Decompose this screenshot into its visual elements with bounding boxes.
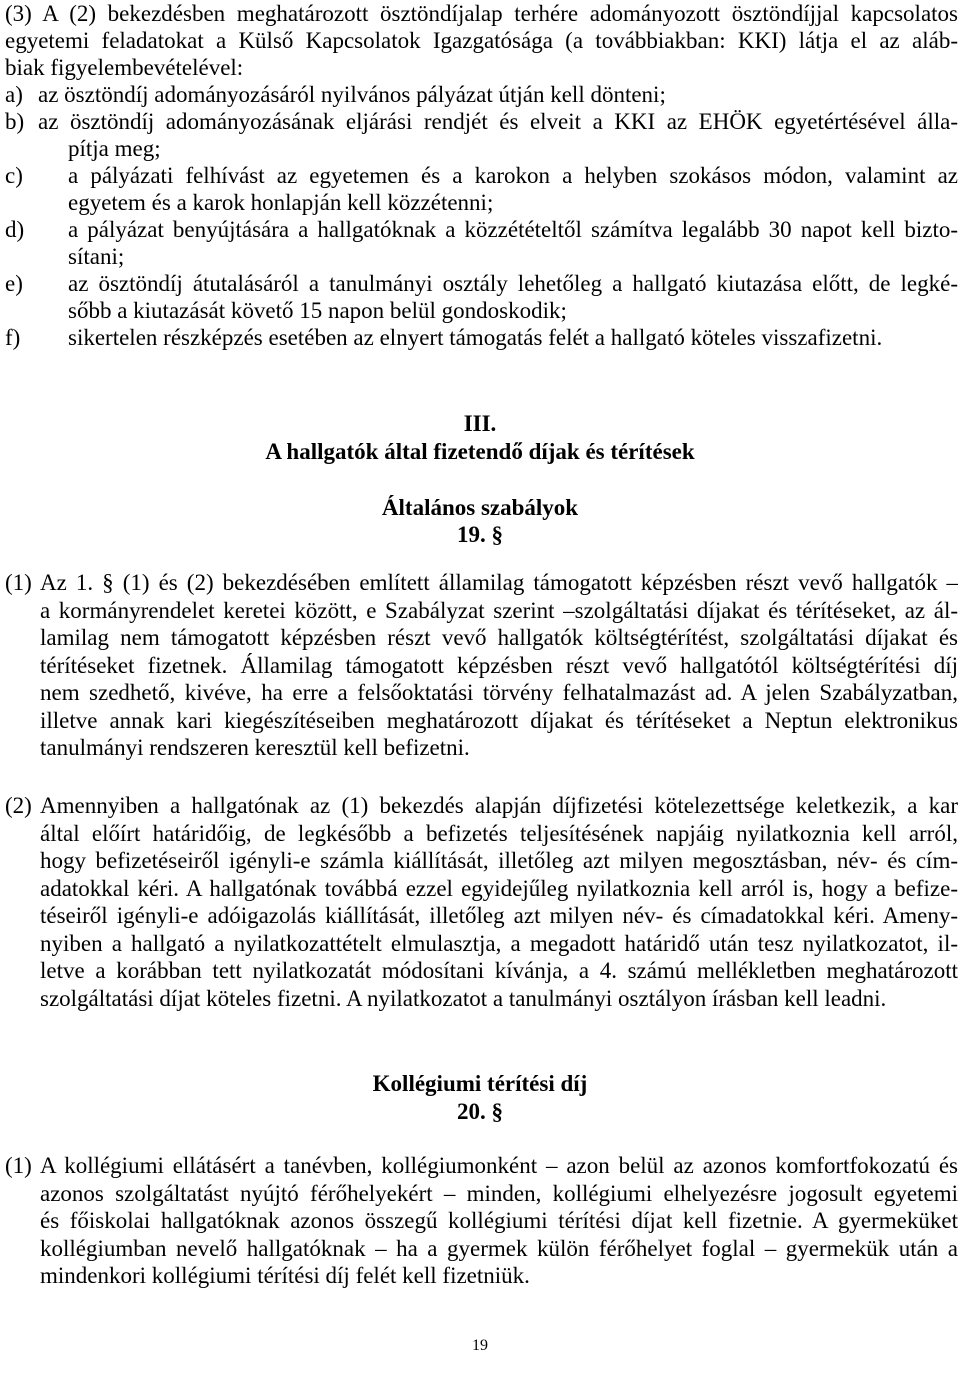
list-item-a bbox=[5, 81, 958, 108]
list-item-line: egyetem és a karok honlapján kell közzétenni; bbox=[68, 190, 494, 215]
paragraph-line: egyetemi feladatokat a Külső Kapcsolatok Igazgatósága (a továbbiakban: KKI) látja el az aláb- bbox=[5, 28, 958, 53]
page-number: 19 bbox=[472, 1337, 488, 1354]
paragraph-line: mindenkori kollégiumi térítési díj felét kell fizetniük. bbox=[40, 1263, 530, 1288]
paragraph-line: kollégiumban nevelő hallgatóknak – ha a gyermek külön férőhelyet foglal – gyermekük után a bbox=[40, 1235, 958, 1261]
list-item-line: az ösztöndíj adományozásáról nyilvános pályázat útján kell dönteni; bbox=[38, 82, 666, 107]
section-number: 19. § bbox=[457, 522, 503, 547]
list-item-line: sőbb a kiutazását követő 15 napon belül gondoskodik; bbox=[68, 298, 567, 323]
paragraph-line: letve a korábban tett nyilatkozatát módosítani kívánja, a 4. számú mellékletben meghatározott bbox=[40, 958, 958, 983]
list-item-b bbox=[5, 108, 958, 162]
paragraph-line: által előírt határidőig, de legkésőbb a befizetés teljesítésének napjáig nyilatkoznia kell arról, bbox=[40, 820, 958, 846]
paragraph-marker: (1) bbox=[5, 570, 32, 595]
list-marker: d) bbox=[5, 217, 25, 242]
paragraph-line: A kollégiumi ellátásért a tanévben, kollégiumonként – azon belül az azonos komfortfokozatú és bbox=[40, 1153, 958, 1178]
paragraph-line: biak figyelembevételével: bbox=[5, 55, 244, 80]
chapter-number: III. bbox=[463, 411, 497, 436]
list-marker: b) bbox=[5, 109, 25, 134]
paragraph-line: tanulmányi rendszeren keresztül kell befizetni. bbox=[40, 735, 470, 760]
list-marker: a) bbox=[5, 82, 23, 107]
list-item-line: a pályázati felhívást az egyetemen és a karokon a helyben szokásos módon, valamint az bbox=[68, 163, 958, 188]
paragraph-line: és főiskolai hallgatóknak azonos összegű kollégiumi térítési díjat kell fizetnie. A gyermeküket bbox=[40, 1208, 958, 1233]
paragraph-line: illetve annak kari kiegészítéseiben meghatározott díjakat és térítéseket a Neptun elektronikus bbox=[40, 707, 958, 733]
paragraph-line: hogy befizetéseiről igényli-e számla kiállítását, illetőleg azt milyen megosztásban, név- és cím- bbox=[40, 848, 958, 873]
list-item-c bbox=[5, 162, 958, 216]
list-item-line: sikertelen részképzés esetében az elnyert támogatás felét a hallgató köteles visszafizetni. bbox=[68, 325, 883, 350]
list-item-line: pítja meg; bbox=[68, 136, 161, 161]
list-marker: e) bbox=[5, 271, 23, 296]
paragraph-19-1 bbox=[5, 569, 958, 762]
paragraph-20-1 bbox=[5, 1152, 958, 1290]
paragraph-line: nem szedhető, kivéve, ha erre a felsőoktatási törvény felhatalmazást ad. A jelen Szabályzatban, bbox=[40, 680, 958, 705]
paragraph-line: azonos szolgáltatást nyújtó férőhelyekért – minden, kollégiumi elhelyezésre jogosult egyetemi bbox=[40, 1180, 958, 1206]
paragraph-line: Az 1. § (1) és (2) bekezdésében említett államilag támogatott képzésben részt vevő hallgatók – bbox=[40, 570, 958, 595]
paragraph-line: nyiben a hallgató a nyilatkozattételt elmulasztja, a megadott határidő után tesz nyilatkozatot, il- bbox=[40, 930, 958, 956]
paragraph-marker: (1) bbox=[5, 1153, 32, 1178]
subsection-title: Általános szabályok bbox=[381, 495, 579, 520]
paragraph-line: szolgáltatási díjat köteles fizetni. A nyilatkozatot a tanulmányi osztályon írásban kell leadni. bbox=[40, 985, 887, 1011]
paragraph-line: (3) A (2) bekezdésben meghatározott ösztöndíjalap terhére adományozott ösztöndíjjal kapcsolatos bbox=[5, 1, 958, 26]
paragraph-line: lamilag nem támogatott képzésben részt vevő hallgatók költségtérítést, szolgáltatási díjakat és bbox=[40, 625, 958, 650]
list-item-line: sítani; bbox=[68, 244, 125, 269]
list-item-d bbox=[5, 216, 958, 270]
list-marker: c) bbox=[5, 163, 23, 188]
list-item-e bbox=[5, 270, 958, 324]
list-item-line: az ösztöndíj átutalásáról a tanulmányi osztály lehetőleg a hallgató kiutazása előtt, de legké- bbox=[68, 271, 958, 296]
list-marker: f) bbox=[5, 325, 21, 350]
section-number: 20. § bbox=[457, 1099, 503, 1124]
list-item-f bbox=[5, 324, 958, 351]
paragraph-19-2 bbox=[5, 792, 958, 1012]
paragraph-line: Amennyiben a hallgatónak az (1) bekezdés alapján díjfizetési kötelezettsége keletkezik, a kar bbox=[40, 793, 958, 818]
list-item-line: az ösztöndíj adományozásának eljárási rendjét és elveit a KKI az EHÖK egyetértésével álla- bbox=[38, 109, 958, 134]
paragraph-line: a kormányrendelet keretei között, e Szabályzat szerint –szolgáltatási díjakat és térítéseket, az ál- bbox=[40, 597, 958, 623]
subsection-title: Kollégiumi térítési díj bbox=[372, 1071, 588, 1096]
paragraph-line: adatokkal kéri. A hallgatónak továbbá ezzel egyidejűleg nyilatkoznia kell arról is, hogy a befize- bbox=[40, 875, 958, 901]
chapter-title: A hallgatók által fizetendő díjak és térítések bbox=[265, 439, 695, 464]
paragraph-marker: (2) bbox=[5, 793, 32, 818]
list-item-line: a pályázat benyújtására a hallgatóknak a közzétételtől számítva legalább 30 napot kell bizto- bbox=[68, 217, 958, 242]
scholarship-paragraph bbox=[5, 0, 958, 351]
paragraph-line: térítéseket fizetnek. Államilag támogatott képzésben részt vevő hallgatótól költségtérítési díj bbox=[40, 652, 958, 678]
paragraph-line: téseiről igényli-e adóigazolás kiállítását, illetőleg azt milyen név- és címadatokkal kéri. Ameny- bbox=[40, 903, 958, 928]
